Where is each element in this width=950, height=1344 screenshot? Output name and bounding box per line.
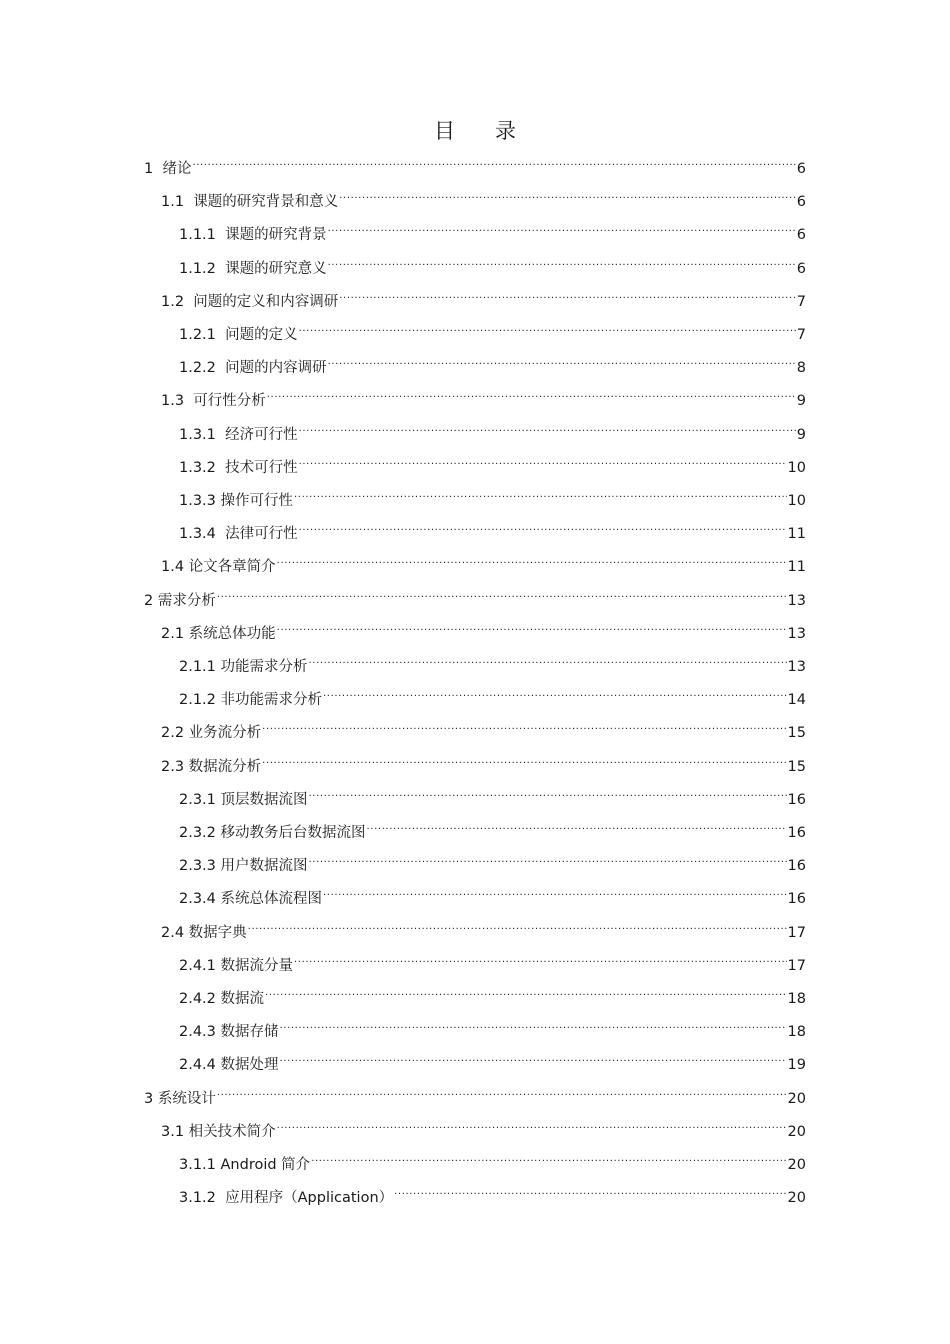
toc-entry-number: 2.1.2: [179, 692, 216, 708]
toc-entry-number: 2.3.2: [179, 825, 216, 841]
dot-leader: [248, 915, 787, 937]
toc-entry-number: 2: [144, 593, 154, 609]
toc-entry-number: 2.1: [161, 626, 185, 642]
toc-entry-label: 经济可行性: [225, 427, 298, 443]
dot-leader: [277, 1114, 787, 1136]
toc-entry[interactable]: [179, 350, 806, 376]
toc-entry-page-number: 20: [787, 1124, 806, 1140]
toc-entry[interactable]: [179, 1014, 806, 1040]
toc-entry-number: 2.3.3: [179, 858, 216, 874]
dot-leader: [277, 616, 787, 638]
toc-entry[interactable]: [179, 782, 806, 808]
dot-leader: [311, 1147, 786, 1169]
dot-leader: [265, 981, 787, 1003]
toc-entry-label: 课题的研究意义: [225, 261, 327, 277]
toc-title-char-1: 目: [434, 119, 455, 143]
toc-entry-label: 课题的研究背景: [225, 227, 327, 243]
toc-entry-page-number: 8: [796, 360, 806, 376]
toc-entry-number: 1.2.1: [179, 327, 216, 343]
dot-leader: [192, 151, 795, 173]
toc-entry-number: 1.1.2: [179, 261, 216, 277]
toc-entry[interactable]: [161, 715, 806, 741]
dot-leader: [267, 383, 796, 405]
toc-entry[interactable]: [179, 317, 806, 343]
toc-entry-label: 问题的定义和内容调研: [193, 294, 339, 310]
dot-leader: [280, 1047, 787, 1069]
toc-entry-page-number: 19: [787, 1057, 806, 1073]
toc-entry-number: 2.1.1: [179, 659, 216, 675]
dot-leader: [394, 1180, 786, 1202]
toc-entry-label: 业务流分析: [188, 725, 262, 741]
dot-leader: [328, 217, 796, 239]
toc-title: [0, 115, 950, 145]
dot-leader: [294, 483, 787, 505]
toc-entry-page-number: 6: [796, 161, 806, 177]
dot-leader: [328, 251, 796, 273]
toc-entry-label: 数据流分量: [220, 958, 294, 974]
toc-entry-page-number: 6: [796, 227, 806, 243]
dot-leader: [277, 549, 787, 571]
toc-entry-number: 1.1: [161, 194, 185, 210]
toc-entry-label: 系统总体流程图: [220, 891, 323, 907]
toc-title-char-2: 录: [495, 119, 516, 143]
toc-entry-label: 课题的研究背景和意义: [193, 194, 339, 210]
toc-entry-page-number: 20: [787, 1190, 806, 1206]
toc-entry-page-number: 7: [796, 327, 806, 343]
dot-leader: [299, 317, 796, 339]
dot-leader: [217, 1081, 787, 1103]
toc-entry[interactable]: [161, 549, 806, 575]
toc-entry-label: 应用程序（Application）: [225, 1190, 394, 1206]
toc-entry-page-number: 15: [787, 725, 806, 741]
toc-entry-page-number: 15: [787, 759, 806, 775]
dot-leader: [299, 450, 787, 472]
toc-entry-number: 2.4: [161, 925, 185, 941]
toc-entry-page-number: 16: [787, 792, 806, 808]
toc-entry-separator: [216, 357, 225, 379]
toc-entry[interactable]: [179, 948, 806, 974]
dot-leader: [217, 583, 787, 605]
toc-entry-label: 移动教务后台数据流图: [220, 825, 366, 841]
toc-entry-page-number: 14: [787, 692, 806, 708]
toc-entry-page-number: 9: [796, 427, 806, 443]
toc-entry-number: 2.3: [161, 759, 185, 775]
toc-entry-page-number: 13: [787, 593, 806, 609]
toc-entry[interactable]: [179, 1180, 806, 1206]
toc-entry-label: 数据处理: [220, 1057, 279, 1073]
toc-entry-label: 系统总体功能: [188, 626, 276, 642]
dot-leader: [262, 715, 786, 737]
toc-entry-page-number: 20: [787, 1157, 806, 1173]
toc-entry-page-number: 17: [787, 925, 806, 941]
toc-entry-page-number: 7: [796, 294, 806, 310]
toc-entry-number: 2.4.4: [179, 1057, 216, 1073]
toc-entry-page-number: 6: [796, 261, 806, 277]
toc-entry-number: 1.4: [161, 559, 185, 575]
toc-entry-label: 顶层数据流图: [220, 792, 308, 808]
toc-entry-label: 法律可行性: [225, 526, 298, 542]
toc-entry[interactable]: [144, 151, 806, 177]
toc-entry-label: 功能需求分析: [220, 659, 308, 675]
toc-entry[interactable]: [161, 284, 806, 310]
toc-entry-label: 非功能需求分析: [220, 692, 323, 708]
toc-entry-label: 论文各章简介: [188, 559, 276, 575]
dot-leader: [328, 350, 796, 372]
toc-entry[interactable]: [144, 1081, 806, 1107]
toc-entry-label: Android 简介: [220, 1157, 311, 1173]
dot-leader: [309, 649, 787, 671]
toc-entry-number: 1.1.1: [179, 227, 216, 243]
dot-leader: [323, 881, 787, 903]
dot-leader: [294, 948, 787, 970]
toc-entry-label: 系统设计: [157, 1091, 216, 1107]
dot-leader: [299, 516, 787, 538]
toc-entry-number: 2.2: [161, 725, 185, 741]
toc-entry-page-number: 16: [787, 891, 806, 907]
toc-entry-number: 2.4.1: [179, 958, 216, 974]
dot-leader: [367, 815, 787, 837]
toc-entry[interactable]: [144, 583, 806, 609]
toc-entry-label: 操作可行性: [220, 493, 294, 509]
dot-leader: [339, 284, 795, 306]
toc-entry-label: 技术可行性: [225, 460, 298, 476]
toc-entry-number: 2.4.3: [179, 1024, 216, 1040]
toc-entry[interactable]: [179, 516, 806, 542]
toc-entry-label: 数据字典: [188, 925, 247, 941]
toc-entry[interactable]: [179, 1147, 806, 1173]
toc-entry-page-number: 10: [787, 493, 806, 509]
toc-entry[interactable]: [161, 1114, 806, 1140]
toc-entry-page-number: 20: [787, 1091, 806, 1107]
toc-entry[interactable]: [161, 383, 806, 409]
toc-entry-page-number: 6: [796, 194, 806, 210]
toc-entry-number: 3.1.1: [179, 1157, 216, 1173]
toc-entry[interactable]: [161, 749, 806, 775]
toc-entry-page-number: 11: [787, 526, 806, 542]
toc-entry-number: 2.4.2: [179, 991, 216, 1007]
toc-entry-page-number: 13: [787, 659, 806, 675]
toc-entry[interactable]: [179, 1047, 806, 1073]
toc-entry-label: 问题的定义: [225, 327, 298, 343]
toc-entry-separator: [216, 224, 225, 246]
toc-entry[interactable]: [179, 251, 806, 277]
toc-entry[interactable]: [179, 649, 806, 675]
toc-entry-separator: [184, 390, 193, 412]
toc-entry-label: 可行性分析: [193, 393, 266, 409]
toc-entry-page-number: 16: [787, 858, 806, 874]
toc-entry-separator: [184, 291, 193, 313]
toc-entry-label: 问题的内容调研: [225, 360, 327, 376]
toc-entry[interactable]: [179, 450, 806, 476]
toc-entry[interactable]: [161, 184, 806, 210]
toc-entry-separator: [216, 424, 225, 446]
toc-entry-label: 数据流: [220, 991, 265, 1007]
toc-entry[interactable]: [179, 848, 806, 874]
toc-entry-number: 1.3.1: [179, 427, 216, 443]
toc-entry-number: 1.3.2: [179, 460, 216, 476]
toc-entry[interactable]: [179, 483, 806, 509]
toc-entry-number: 1.3: [161, 393, 185, 409]
toc-entry-label: 用户数据流图: [220, 858, 308, 874]
toc-entry-separator: [153, 158, 162, 180]
toc-entry-number: 1.3.4: [179, 526, 216, 542]
toc-entry-page-number: 18: [787, 1024, 806, 1040]
toc-entry[interactable]: [179, 682, 806, 708]
toc-entry-number: 2.3.1: [179, 792, 216, 808]
toc-entry-number: 1: [144, 161, 154, 177]
toc-entry[interactable]: [179, 881, 806, 907]
toc-entry-number: 3: [144, 1091, 154, 1107]
toc-entry-label: 绪论: [162, 161, 192, 177]
toc-entry-separator: [216, 258, 225, 280]
toc-entry[interactable]: [179, 981, 806, 1007]
toc-entry-page-number: 9: [796, 393, 806, 409]
toc-entry-page-number: 13: [787, 626, 806, 642]
dot-leader: [309, 848, 787, 870]
dot-leader: [280, 1014, 787, 1036]
toc-entry-number: 1.2.2: [179, 360, 216, 376]
toc-entry-page-number: 16: [787, 825, 806, 841]
dot-leader: [262, 749, 786, 771]
dot-leader: [309, 782, 787, 804]
toc-entry-page-number: 11: [787, 559, 806, 575]
toc-entry-number: 3.1: [161, 1124, 185, 1140]
toc-entry[interactable]: [179, 217, 806, 243]
toc-entry-label: 需求分析: [157, 593, 216, 609]
toc-entry-number: 1.3.3: [179, 493, 216, 509]
toc-entry[interactable]: [161, 915, 806, 941]
toc-entry[interactable]: [179, 815, 806, 841]
toc-entry-label: 数据存储: [220, 1024, 279, 1040]
toc-entry-separator: [216, 457, 225, 479]
toc-entry[interactable]: [179, 417, 806, 443]
toc-entry-separator: [216, 324, 225, 346]
dot-leader: [299, 417, 796, 439]
dot-leader: [339, 184, 795, 206]
toc-entry-number: 3.1.2: [179, 1190, 216, 1206]
toc-entry-label: 数据流分析: [188, 759, 262, 775]
toc-entry-number: 2.3.4: [179, 891, 216, 907]
toc-entry-page-number: 18: [787, 991, 806, 1007]
toc-entry-separator: [216, 1187, 225, 1209]
toc-entry-page-number: 10: [787, 460, 806, 476]
toc-entry[interactable]: [161, 616, 806, 642]
toc-entry-separator: [216, 523, 225, 545]
toc-entry-label: 相关技术简介: [188, 1124, 276, 1140]
toc-entry-separator: [184, 191, 193, 213]
toc-entry-page-number: 17: [787, 958, 806, 974]
toc-entry-number: 1.2: [161, 294, 185, 310]
dot-leader: [323, 682, 787, 704]
